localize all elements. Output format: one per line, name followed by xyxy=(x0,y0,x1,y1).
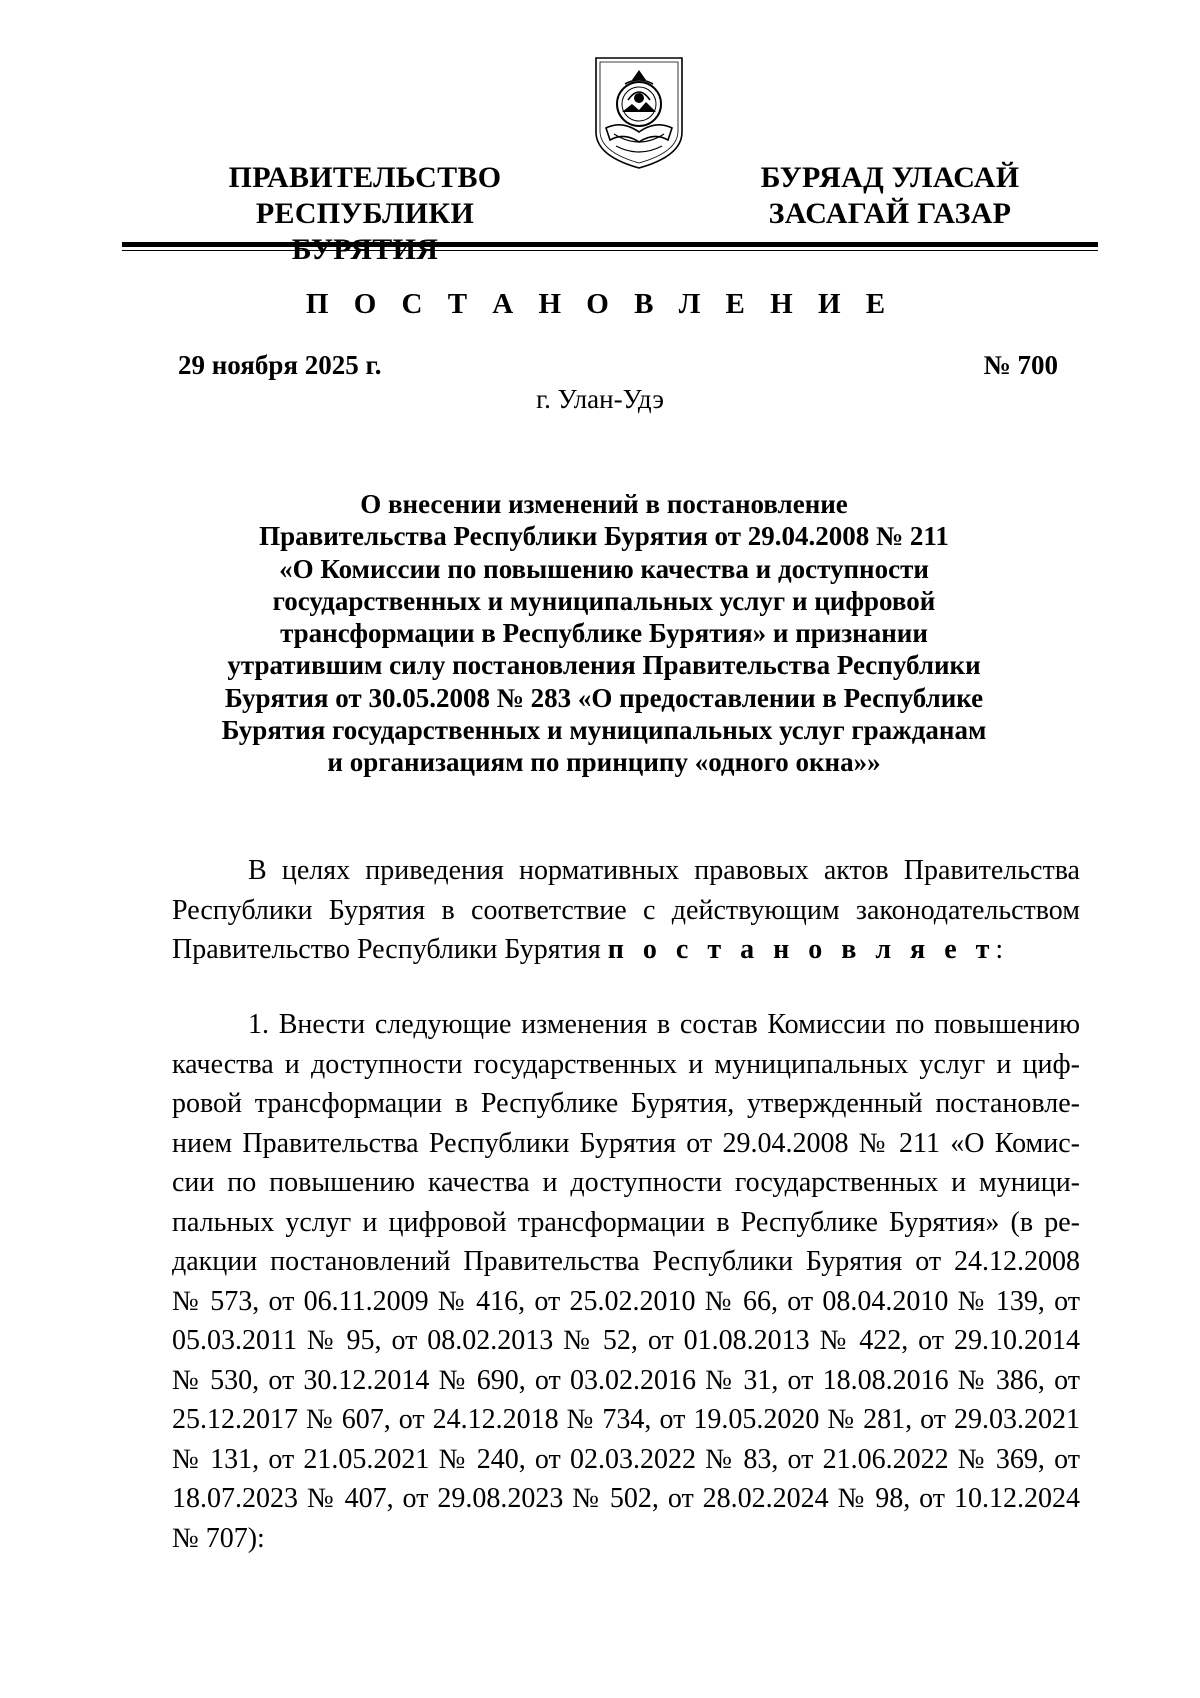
title-line: и организациям по принципу «одного окна»» xyxy=(327,747,881,778)
title-line: утратившим силу постановления Правительства Республики xyxy=(227,650,981,681)
title-line: Правительства Республики Бурятия от 29.04.2008 № 211 xyxy=(259,521,949,552)
preamble-text: Правительство Республики Бурятия xyxy=(172,934,608,965)
title-line: Бурятия государственных и муниципальных услуг гражданам xyxy=(221,715,987,746)
org-name-buryat-line1: БУРЯАД УЛАСАЙ xyxy=(760,161,1020,194)
title-line: О внесении изменений в постановление xyxy=(360,489,848,519)
preamble-line xyxy=(172,851,1080,891)
document-number: № 700 xyxy=(983,350,1058,380)
document-type: П О С Т А Н О В Л Е Н И Е xyxy=(305,288,895,320)
item-1-paragraph xyxy=(172,1005,1080,1558)
org-name-russian xyxy=(180,160,550,268)
item-line: № 573, от 06.11.2009 № 416, от 25.02.2010 № 66, от 08.04.2010 № 139, от xyxy=(172,1285,1080,1317)
item-line: 25.12.2017 № 607, от 24.12.2018 № 734, от 19.05.2020 № 281, от 29.03.2021 xyxy=(172,1404,1080,1435)
preamble-colon: : xyxy=(995,934,1004,965)
document-city: г. Улан-Удэ xyxy=(536,384,664,414)
document-title xyxy=(180,488,1028,779)
item-line: № 131, от 21.05.2021 № 240, от 02.03.2022 № 83, от 21.06.2022 № 369, от xyxy=(172,1443,1080,1475)
item-line: 18.07.2023 № 407, от 29.08.2023 № 502, от 28.02.2024 № 98, от 10.12.2024 xyxy=(172,1483,1080,1514)
preamble-line xyxy=(172,930,1080,970)
org-name-buryat-line2: ЗАСАГАЙ ГАЗАР xyxy=(768,197,1012,230)
preamble-line: Республики Бурятия в соответствие с действующим законодательством xyxy=(172,894,1080,926)
org-name-russian-line1: ПРАВИТЕЛЬСТВО xyxy=(228,161,502,194)
resolves-keyword: п о с т а н о в л я е т xyxy=(607,934,996,965)
header-divider-thick xyxy=(122,242,1098,247)
title-line: государственных и муниципальных услуг и цифровой xyxy=(272,585,936,616)
item-line: пальных услуг и цифровой трансформации в Республике Бурятия» (в ре- xyxy=(172,1206,1080,1238)
coat-of-arms-buryatia-icon xyxy=(592,54,686,172)
item-line: 05.03.2011 № 95, от 08.02.2013 № 52, от 01.08.2013 № 422, от 29.10.2014 xyxy=(172,1325,1080,1356)
preamble-line-text: В целях приведения нормативных правовых актов Правительства xyxy=(248,855,1080,886)
preamble-paragraph xyxy=(172,851,1080,970)
item-line: № 707): xyxy=(172,1522,265,1554)
org-name-buryat xyxy=(745,160,1035,232)
item-line xyxy=(172,1005,1080,1045)
title-line: трансформации в Республике Бурятия» и признании xyxy=(280,618,928,649)
item-line: ровой трансформации в Республике Бурятия, утвержденный постановле- xyxy=(172,1088,1080,1119)
org-name-russian-line2: РЕСПУБЛИКИ xyxy=(255,197,475,230)
item-line: № 530, от 30.12.2014 № 690, от 03.02.2016 № 31, от 18.08.2016 № 386, от xyxy=(172,1364,1080,1396)
item-line: дакции постановлений Правительства Республики Бурятия от 24.12.2008 xyxy=(172,1246,1080,1277)
item-line: сии по повышению качества и доступности государственных и муници- xyxy=(172,1167,1080,1198)
item-line-text: 1. Внести следующие изменения в состав Комиссии по повышению xyxy=(248,1009,1080,1040)
header-divider-thin xyxy=(122,250,1098,251)
title-line: Бурятия от 30.05.2008 № 283 «О предоставлении в Республике xyxy=(224,682,984,713)
item-line: нием Правительства Республики Бурятия от 29.04.2008 № 211 «О Комис- xyxy=(172,1127,1080,1159)
item-line: качества и доступности государственных и муниципальных услуг и циф- xyxy=(172,1048,1080,1080)
title-line: «О Комиссии по повышению качества и доступности xyxy=(279,553,929,584)
document-date: 29 ноября 2025 г. xyxy=(178,350,382,380)
